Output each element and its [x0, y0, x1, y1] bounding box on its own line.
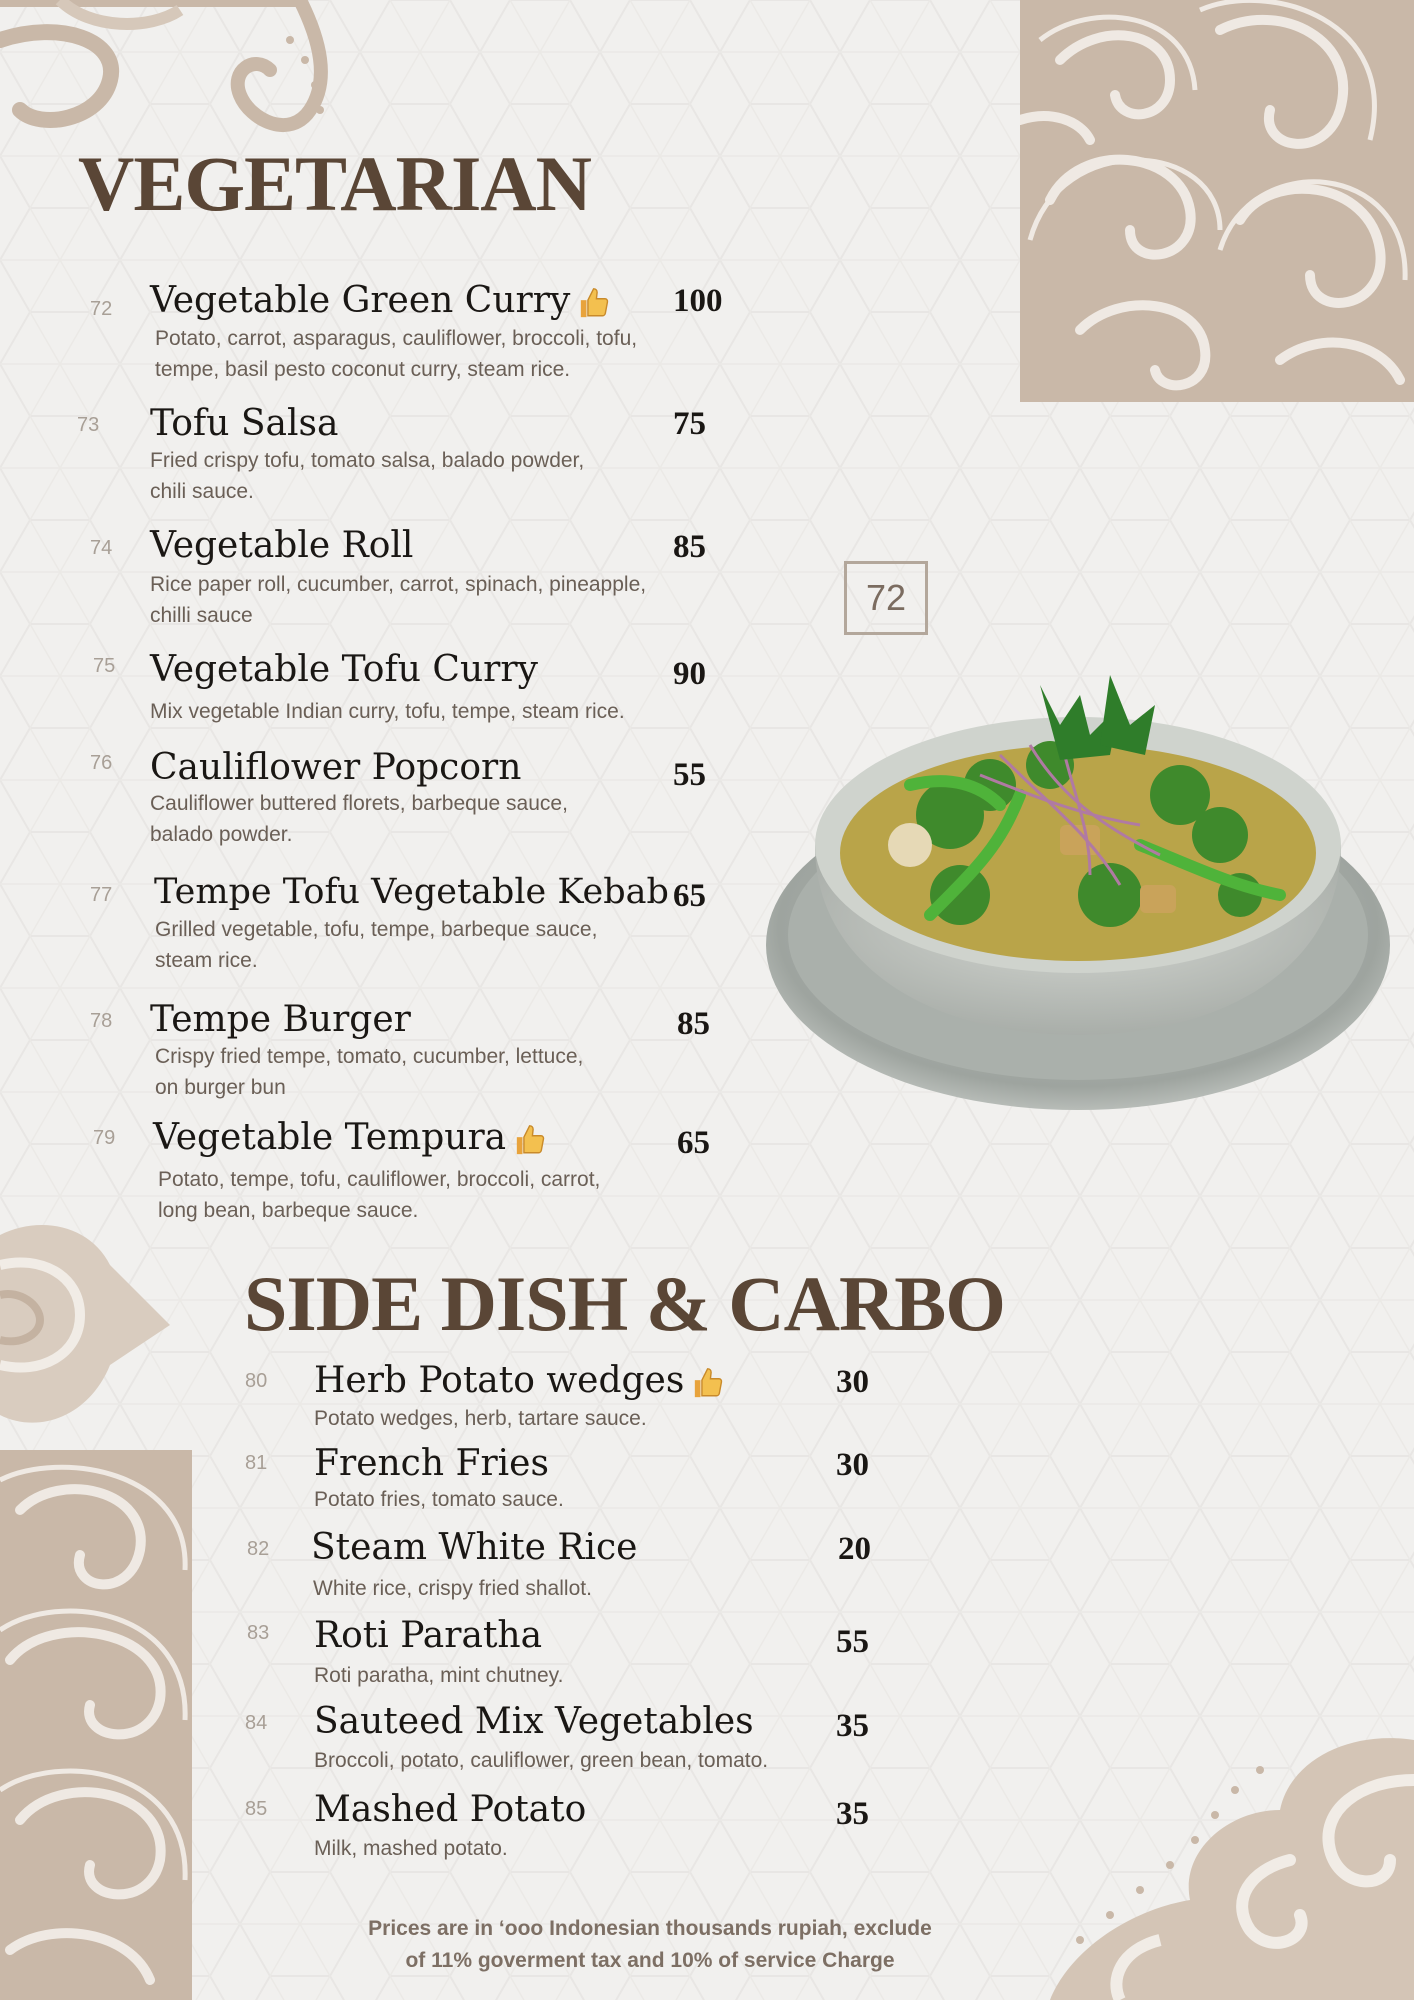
item-name: French Fries: [314, 1443, 549, 1484]
item-price: 30: [836, 1364, 869, 1400]
item-number: 80: [245, 1370, 268, 1392]
item-description: Grilled vegetable, tofu, tempe, barbeque sauce, steam rice.: [155, 918, 598, 972]
item-name: Cauliflower Popcorn: [150, 747, 522, 788]
item-number: 81: [245, 1452, 268, 1474]
item-description: Milk, mashed potato.: [314, 1837, 508, 1860]
item-price: 55: [836, 1624, 869, 1660]
item-name: Vegetable Green Curry: [150, 283, 612, 320]
price-footnote: [300, 1913, 1000, 1977]
ornament-left-cloud: [0, 1215, 200, 1445]
item-price: 20: [838, 1531, 871, 1567]
item-number: 74: [90, 537, 113, 559]
ornament-top-right: [1020, 0, 1414, 402]
item-price: 65: [673, 878, 706, 914]
item-price: 35: [836, 1708, 869, 1744]
item-description: Mix vegetable Indian curry, tofu, tempe, steam rice.: [150, 700, 625, 723]
item-price: 35: [836, 1796, 869, 1832]
item-number: 83: [247, 1622, 270, 1644]
item-description: Roti paratha, mint chutney.: [314, 1664, 564, 1687]
item-number: 75: [93, 655, 116, 677]
item-name: Tempe Tofu Vegetable Kebab: [154, 872, 669, 912]
item-price: 100: [673, 283, 723, 319]
thumbs-up-icon: [514, 1123, 548, 1157]
dish-photo: [760, 665, 1394, 1125]
item-name: Roti Paratha: [314, 1615, 543, 1656]
item-price: 30: [836, 1447, 869, 1483]
item-number: 72: [90, 298, 113, 320]
item-number: 77: [90, 884, 113, 906]
item-description: Potato, tempe, tofu, cauliflower, broccoli, carrot, long bean, barbeque sauce.: [158, 1168, 601, 1222]
item-number: 85: [245, 1798, 268, 1820]
item-description: Potato fries, tomato sauce.: [314, 1488, 564, 1511]
footnote-line-1: Prices are in ‘ooo Indonesian thousands rupiah, exclude: [368, 1917, 932, 1940]
item-description: White rice, crispy fried shallot.: [313, 1577, 592, 1600]
item-description: Potato wedges, herb, tartare sauce.: [314, 1407, 647, 1430]
thumbs-up-icon: [578, 286, 612, 320]
section-title-side-dish: SIDE DISH & CARBO: [244, 1260, 1005, 1347]
item-description: Potato, carrot, asparagus, cauliflower, broccoli, tofu, tempe, basil pesto coconut curry, steam rice.: [155, 327, 638, 381]
item-price: 85: [677, 1006, 710, 1042]
item-price: 85: [673, 529, 706, 565]
item-description: Rice paper roll, cucumber, carrot, spinach, pineapple, chilli sauce: [150, 573, 647, 627]
item-name: Vegetable Tofu Curry: [150, 649, 538, 690]
item-number: 82: [247, 1538, 270, 1560]
item-number: 84: [245, 1712, 268, 1734]
item-price: 75: [673, 406, 706, 442]
item-name: Mashed Potato: [314, 1789, 587, 1830]
item-description: Cauliflower buttered florets, barbeque sauce, balado powder.: [150, 792, 568, 846]
item-name: Herb Potato wedges: [314, 1363, 726, 1400]
item-description: Broccoli, potato, cauliflower, green bean, tomato.: [314, 1749, 769, 1772]
item-price: 55: [673, 757, 706, 793]
item-description: Crispy fried tempe, tomato, cucumber, lettuce, on burger bun: [155, 1045, 584, 1099]
item-name: Tempe Burger: [150, 999, 411, 1040]
item-price: 65: [677, 1125, 710, 1161]
item-description: Fried crispy tofu, tomato salsa, balado powder, chili sauce.: [150, 449, 585, 503]
item-name: Vegetable Roll: [150, 525, 414, 566]
ornament-bottom-right: [1010, 1700, 1414, 2000]
item-number: 78: [90, 1010, 113, 1032]
photo-item-number: 72: [844, 561, 928, 635]
item-price: 90: [673, 656, 706, 692]
ornament-bottom-left: [0, 1450, 192, 2000]
thumbs-up-icon: [692, 1366, 726, 1400]
item-name: Steam White Rice: [311, 1527, 638, 1568]
item-number: 76: [90, 752, 113, 774]
item-name: Tofu Salsa: [150, 403, 339, 444]
item-number: 73: [77, 414, 100, 436]
item-number: 79: [93, 1127, 116, 1149]
footnote-line-2: of 11% goverment tax and 10% of service Charge: [405, 1949, 895, 1972]
section-title-vegetarian: VEGETARIAN: [78, 140, 591, 227]
item-name: Sauteed Mix Vegetables: [314, 1701, 754, 1742]
item-name: Vegetable Tempura: [153, 1120, 548, 1157]
